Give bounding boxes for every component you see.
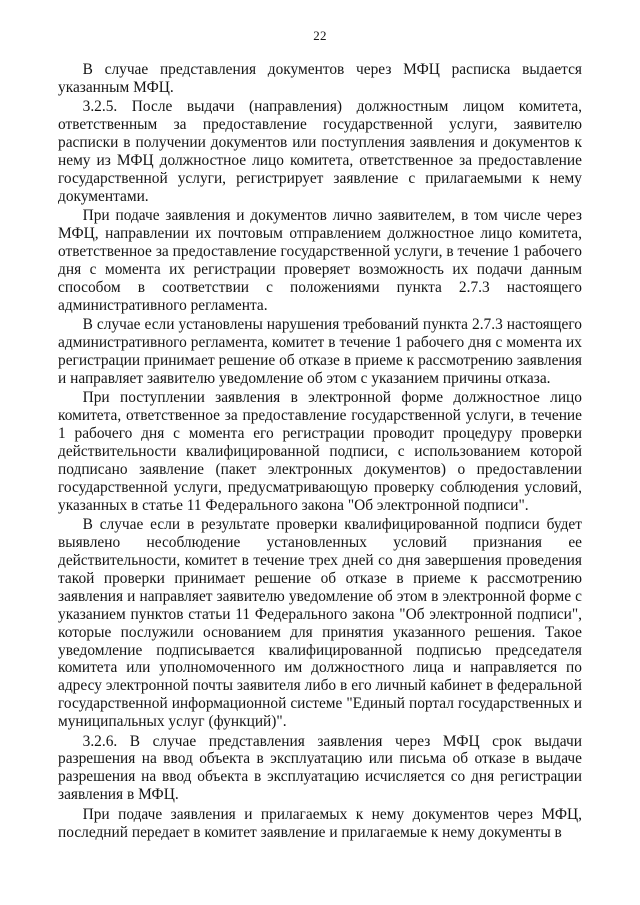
paragraph: В случае если в результате проверки квалифицированной подписи будет выявлено несоблюдение установленных условий признания ее действительности, комитет в течение трех дней со дня завершения проведения такой проверки принимает решение об отказе в приеме к рассмотрению заявления и направляет заявителю уведомление об этом в электронной форме с указанием пунктов статьи 11 Федерального закона "Об электронной подписи", которые послужили основанием для принятия указанного решения. Такое уведомление подписывается квалифицированной подписью председателя комитета или уполномоченного им должностного лица и направляется по адресу электронной почты заявителя либо в его личный кабинет в федеральной государственной информационной системе "Единый портал государственных и муниципальных услуг (функций)". bbox=[58, 516, 582, 731]
paragraph: При поступлении заявления в электронной форме должностное лицо комитета, ответственное за предоставление государственной услуги, в течение 1 рабочего дня с момента его регистрации проводит процедуру проверки действительности квалифицированной подписи, с использованием которой подписано заявление (пакет электронных документов) о предоставлении государственной услуги, предусматривающую проверку соблюдения условий, указанных в статье 11 Федерального закона "Об электронной подписи". bbox=[58, 389, 582, 514]
paragraph: В случае представления документов через МФЦ расписка выдается указанным МФЦ. bbox=[58, 61, 582, 96]
paragraph: В случае если установлены нарушения требований пункта 2.7.3 настоящего административного регламента, комитет в течение 1 рабочего дня с момента их регистрации принимает решение об отказе в приеме к рассмотрению заявления и направляет заявителю уведомление об этом с указанием причины отказа. bbox=[58, 316, 582, 387]
paragraph: 3.2.5. После выдачи (направления) должностным лицом комитета, ответственным за предоставление государственной услуги, заявителю расписки в получении документов или поступления заявления и документов к нему из МФЦ должностное лицо комитета, ответственное за предоставление государственной услуги, регистрирует заявление с прилагаемыми к нему документами. bbox=[58, 98, 582, 205]
paragraph: При подаче заявления и прилагаемых к нему документов через МФЦ, последний передает в комитет заявление и прилагаемые к нему документы в bbox=[58, 805, 582, 841]
page-number: 22 bbox=[313, 28, 327, 43]
paragraph: 3.2.6. В случае представления заявления через МФЦ срок выдачи разрешения на ввод объекта в эксплуатацию или письма об отказе в выдаче разрешения на ввод объекта в эксплуатацию исчисляется со дня регистрации заявления в МФЦ. bbox=[58, 732, 582, 804]
document-body bbox=[58, 61, 582, 841]
paragraph: При подаче заявления и документов лично заявителем, в том числе через МФЦ, направлении их почтовым отправлением должностное лицо комитета, ответственное за предоставление государственной услуги, в течение 1 рабочего дня с момента их регистрации проверяет возможность их подачи данным способом в соответствии с положениями пункта 2.7.3 настоящего административного регламента. bbox=[58, 207, 582, 314]
